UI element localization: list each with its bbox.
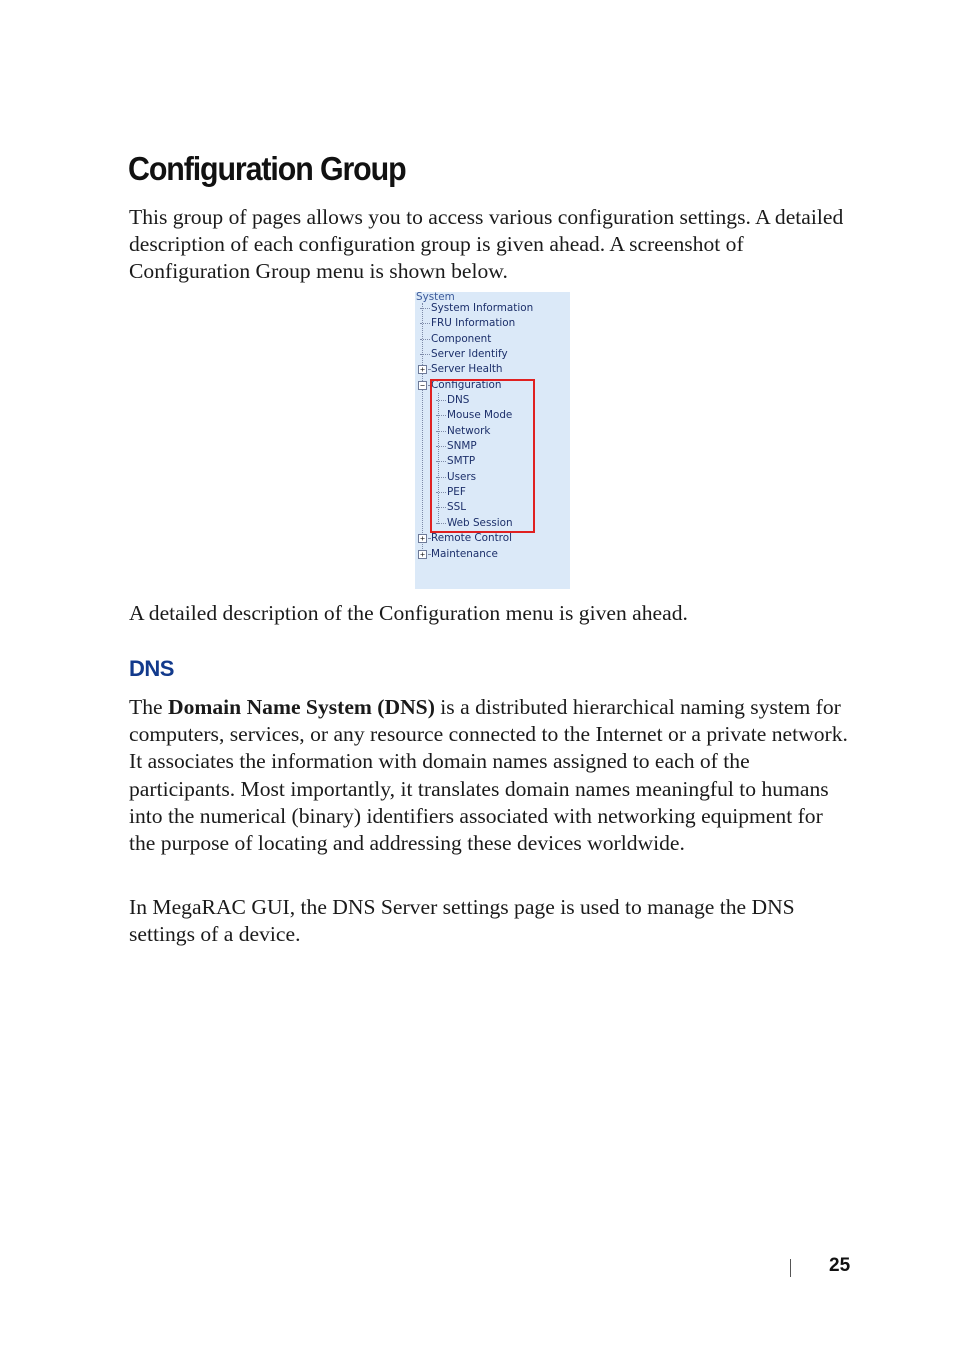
submenu-item-label: Users xyxy=(447,471,477,483)
submenu-item-label: SSL xyxy=(447,501,466,513)
after-menu-paragraph: A detailed description of the Configuration menu is given ahead. xyxy=(129,601,688,625)
menu-item-maintenance[interactable] xyxy=(418,547,498,562)
dns-term: Domain Name System (DNS) xyxy=(167,695,435,719)
submenu-item-label: SMTP xyxy=(447,455,476,467)
menu-item-server-identify[interactable] xyxy=(420,347,508,362)
submenu-item-label: SNMP xyxy=(447,440,477,452)
submenu-item-label: Network xyxy=(447,425,491,437)
submenu-item-label: DNS xyxy=(447,394,470,406)
menu-item-label: Maintenance xyxy=(431,548,498,560)
expand-icon[interactable]: + xyxy=(418,365,427,374)
menu-item-remote-control[interactable] xyxy=(418,531,512,546)
submenu-item-label: Web Session xyxy=(447,517,513,529)
configuration-highlight-box xyxy=(430,379,535,533)
configuration-menu-screenshot xyxy=(415,292,570,589)
menu-item-component[interactable] xyxy=(420,332,491,347)
menu-item-label: System Information xyxy=(431,302,534,314)
dns-megarac-paragraph: In MegaRAC GUI, the DNS Server settings page is used to manage the DNS settings of a device. xyxy=(129,895,795,947)
submenu-item-label: Mouse Mode xyxy=(447,409,513,421)
menu-item-fru-information[interactable] xyxy=(420,316,515,331)
submenu-item-label: PEF xyxy=(447,486,466,498)
dns-description-paragraph xyxy=(129,694,853,857)
page-number: 25 xyxy=(829,1255,851,1276)
intro-paragraph: This group of pages allows you to access various configuration settings. A detailed description of each configuration group is given ahead. A screenshot of Configuration Group menu is shown below. xyxy=(129,205,844,284)
dns-intro-prefix: The xyxy=(129,695,168,719)
menu-item-label: Server Health xyxy=(431,363,503,375)
dns-heading: DNS xyxy=(129,656,174,681)
menu-item-label: Component xyxy=(431,333,492,345)
menu-root-label: System xyxy=(416,291,455,303)
menu-item-label: Remote Control xyxy=(431,532,512,544)
menu-item-server-health[interactable] xyxy=(418,362,503,377)
page-number-separator xyxy=(790,1259,791,1277)
expand-icon[interactable]: + xyxy=(418,534,427,543)
dns-description-rest: is a distributed hierarchical naming system for computers, services, or any resource connected to the Internet or a private network. It associates the information with domain names assigned to each of the participants. Most importantly, it translates domain names meaningful to humans into the numerical (binary) identifiers associated with networking equipment for the purpose of locating and addressing these devices worldwide. xyxy=(129,695,848,856)
page-heading: Configuration Group xyxy=(128,150,406,187)
expand-icon[interactable]: + xyxy=(418,550,427,559)
menu-item-label: Configuration xyxy=(431,379,502,391)
menu-item-system-information[interactable] xyxy=(420,301,533,316)
collapse-icon[interactable]: − xyxy=(418,381,427,390)
menu-item-label: Server Identify xyxy=(431,348,508,360)
menu-item-label: FRU Information xyxy=(431,317,516,329)
